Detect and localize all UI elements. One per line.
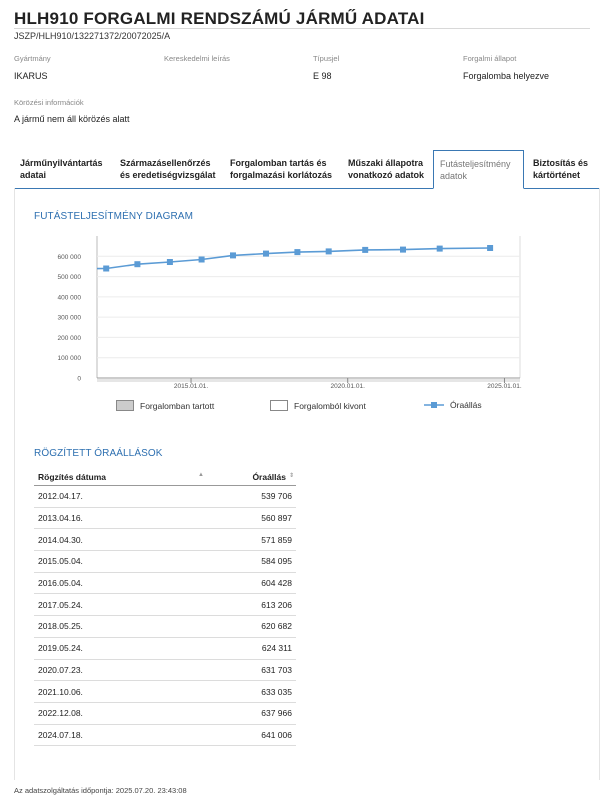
table-row [34,507,296,529]
cell-date: 2021.10.06. [34,681,212,703]
table-row [34,529,296,551]
data-point [263,251,269,257]
field-value: IKARUS [14,71,48,81]
table-row [34,637,296,659]
series-line [97,248,490,269]
data-point [326,248,332,254]
field-label: Körözési információk [14,98,84,107]
x-tick-label: 2020.01.01. [330,383,365,390]
status-band [97,379,520,382]
column-header-odometer[interactable]: Óraállás ⇕ [212,468,296,486]
legend-item-in-service[interactable] [116,400,214,411]
field-label: Típusjel [313,54,340,63]
page-subtitle: JSZP/HLH910/132271372/20072025/A [14,31,171,41]
field-value: E 98 [313,71,332,81]
legend-label: Forgalomból kivont [294,400,366,411]
data-provision-timestamp: Az adatszolgáltatás időpontja: 2025.07.20. 23:43:08 [14,786,187,795]
cell-date: 2013.04.16. [34,507,212,529]
tab-label-line: Műszaki állapotra [348,158,424,168]
data-point [199,257,205,263]
tab-label-line: forgalmazási korlátozás [230,170,333,180]
table-row [34,702,296,724]
cell-odometer: 637 966 [212,702,296,724]
page-title: HLH910 FORGALMI RENDSZÁMÚ JÁRMŰ ADATAI [14,9,425,28]
legend-label: Óraállás [450,400,482,410]
table-row [34,551,296,573]
cell-date: 2024.07.18. [34,724,212,746]
data-point [437,246,443,252]
tab-label-line: adatai [20,170,47,180]
data-point [134,261,140,267]
tab-label-line: Forgalomban tartás és [230,158,327,168]
table-row [34,486,296,508]
column-header-date[interactable]: Rögzítés dátuma ▲ [34,468,212,486]
tab-label-line: Járműnyilvántartás [20,158,103,168]
legend-item-odometer[interactable] [424,400,482,410]
legend-swatch-white [270,400,288,411]
legend-swatch-grey [116,400,134,411]
cell-odometer: 624 311 [212,637,296,659]
legend-label: Forgalomban tartott [140,400,215,411]
cell-date: 2022.12.08. [34,702,212,724]
table-row [34,681,296,703]
cell-odometer: 571 859 [212,529,296,551]
tab-label-line: Biztosítás és [533,158,589,168]
table-row [34,616,296,638]
data-point [487,245,493,251]
y-tick-label: 500 000 [57,274,81,282]
cell-odometer: 560 897 [212,507,296,529]
cell-odometer: 604 428 [212,572,296,594]
cell-date: 2017.05.24. [34,594,212,616]
chart-section-title: FUTÁSTELJESÍTMÉNY DIAGRAM [34,211,194,222]
cell-date: 2018.05.25. [34,616,212,638]
field-value: Forgalomba helyezve [463,71,550,81]
tab-label-line: Származásellenőrzés [120,158,211,168]
x-tick-label: 2025.01.01. [487,383,522,390]
cell-odometer: 631 703 [212,659,296,681]
odometer-records-table [34,468,296,746]
cell-odometer: 613 206 [212,594,296,616]
data-point [230,252,236,258]
cell-date: 2016.05.04. [34,572,212,594]
tab-label-line: Futásteljesítmény [440,159,511,169]
tab-label-line: és eredetiségvizsgálat [120,170,216,180]
y-tick-label: 200 000 [57,334,81,342]
cell-odometer: 641 006 [212,724,296,746]
records-section-title: RÖGZÍTETT ÓRAÁLLÁSOK [34,448,163,459]
field-value: A jármű nem áll körözés alatt [14,114,130,124]
cell-odometer: 584 095 [212,551,296,573]
cell-date: 2012.04.17. [34,486,212,508]
field-label: Kereskedelmi leírás [164,54,230,63]
table-row [34,572,296,594]
y-tick-label: 300 000 [57,314,81,322]
data-point [362,247,368,253]
x-tick-label: 2015.01.01. [173,383,209,390]
sort-icon: ⇕ [288,473,294,479]
table-row [34,724,296,746]
field-label: Forgalmi állapot [463,54,517,63]
y-tick-label: 400 000 [57,294,81,302]
cell-date: 2015.05.04. [34,551,212,573]
table-row [34,659,296,681]
data-point [294,249,300,255]
y-tick-label: 600 000 [57,253,81,261]
y-tick-label: 0 [77,375,81,383]
field-label: Gyártmány [14,54,51,63]
data-point [103,266,109,272]
legend-item-withdrawn[interactable] [270,400,366,411]
cell-date: 2019.05.24. [34,637,212,659]
legend-line-marker-icon [424,400,444,410]
cell-odometer: 633 035 [212,681,296,703]
cell-odometer: 539 706 [212,486,296,508]
cell-odometer: 620 682 [212,616,296,638]
data-point [400,247,406,253]
tab-label-line: vonatkozó adatok [348,170,425,180]
cell-date: 2014.04.30. [34,529,212,551]
table-row [34,594,296,616]
tab-label-line: adatok [440,171,468,181]
sort-asc-icon: ▲ [198,472,204,478]
tab-label-line: kártörténet [533,170,581,180]
data-point [167,259,173,265]
cell-date: 2020.07.23. [34,659,212,681]
y-tick-label: 100 000 [57,355,81,363]
